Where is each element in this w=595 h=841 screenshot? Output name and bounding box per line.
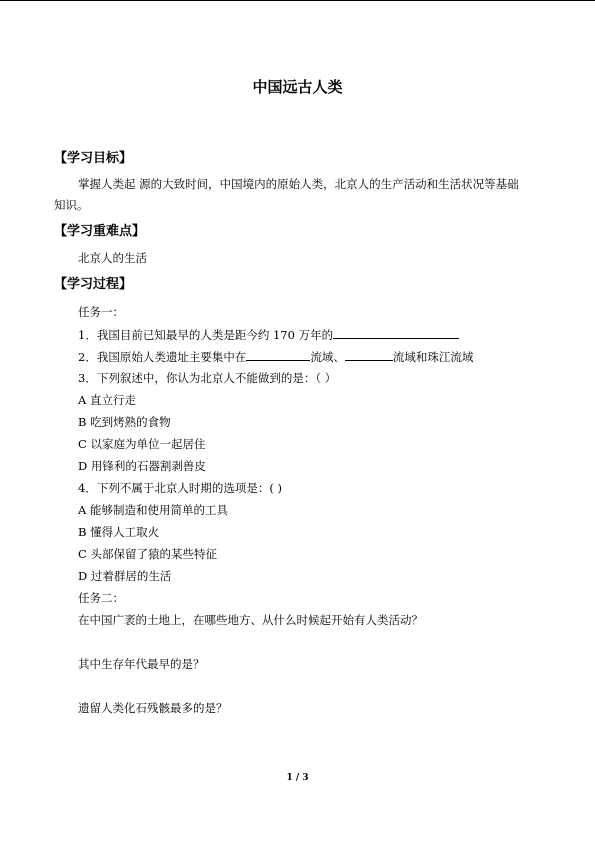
answer-blank-1[interactable] [333,326,459,339]
task1-label: 任务一： [78,305,124,319]
process-heading: 【学习过程】 [54,277,133,292]
q3-option-c: C 以家庭为单位一起居住 [78,437,206,451]
q3-option-d: D 用锋利的石器割剥兽皮 [78,459,206,473]
question-2-text-c: 流域和珠江流域 [392,350,474,364]
goal-text-line1: 掌握人类起 源的大致时间，中国境内的原始人类，北京人的生产活动和生活状况等基础 [78,177,519,191]
task1-question-1 [78,326,459,343]
task1-question-2 [78,348,473,365]
q3-option-a: A 直立行走 [78,393,136,407]
page-title: 中国远古人类 [252,78,343,96]
header-rule [0,0,595,1]
q4-option-c: C 头部保留了猿的某些特征 [78,547,217,561]
q4-option-d: D 过着群居的生活 [78,569,172,583]
page-number: 1 / 3 [286,773,309,783]
answer-blank-2b[interactable] [345,348,393,361]
question-2-text-a: 2．我国原始人类遗址主要集中在 [78,350,247,364]
question-2-text-b: 流域、 [310,350,345,364]
q4-option-b: B 懂得人工取火 [78,525,160,539]
task2-question-1: 在中国广袤的土地上，在哪些地方、从什么时候起开始有人类活动？ [78,613,423,627]
question-1-text: 1．我国目前已知最早的人类是距今约 170 万年的 [78,328,334,342]
q4-option-a: A 能够制造和使用简单的工具 [78,503,228,517]
answer-blank-2a[interactable] [246,348,310,361]
task2-label: 任务二： [78,591,124,605]
task2-question-3: 遗留人类化石残骸最多的是？ [78,701,228,715]
goal-heading: 【学习目标】 [54,151,133,166]
task1-question-4: 4．下列不属于北京人时期的选项是：( ) [78,481,282,495]
task1-question-3: 3．下列叙述中，你认为北京人不能做到的是：（ ） [78,371,337,385]
focus-text: 北京人的生活 [78,251,147,265]
goal-text-line2: 知识。 [54,198,89,212]
focus-heading: 【学习重难点】 [54,224,146,239]
task2-question-2: 其中生存年代最早的是？ [78,657,205,671]
q3-option-b: B 吃到烤熟的食物 [78,415,171,429]
